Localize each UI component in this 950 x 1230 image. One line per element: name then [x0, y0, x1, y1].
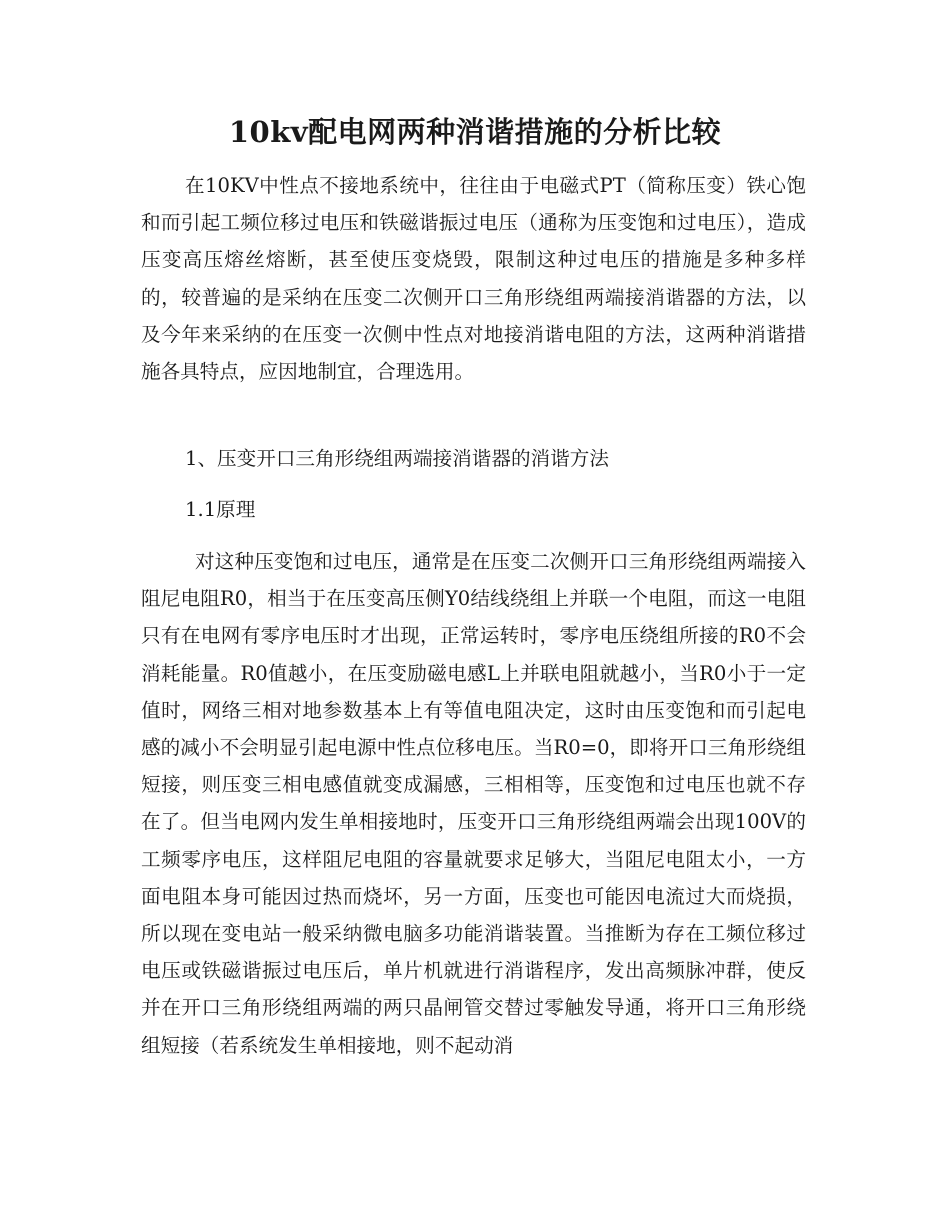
intro-paragraph: 在10KV中性点不接地系统中，往往由于电磁式PT（简称压变）铁心饱和而引起工频位移过电压和铁磁谐振过电压（通称为压变饱和过电压），造成压变高压熔丝熔断，甚至使压变烧毁，限制这种过电压的措施是多种多样的，较普遍的是采纳在压变二次侧开口三角形绕组两端接消谐器的方法，以及今年来采纳的在压变一次侧中性点对地接消谐电阻的方法，这两种消谐措施各具特点，应因地制宜，合理选用。	[141, 174, 806, 384]
document-title: 10kv配电网两种消谐措施的分析比较	[228, 115, 722, 149]
principle-paragraph: 对这种压变饱和过电压，通常是在压变二次侧开口三角形绕组两端接入阻尼电阻R0，相当于在压变高压侧Y0结线绕组上并联一个电阻，而这一电阻只有在电网有零序电压时才出现，正常运转时，零序电压绕组所接的R0不会消耗能量。R0值越小，在压变励磁电感L上并联电阻就越小，当R0小于一定值时，网络三相对地参数基本上有等值电阻决定，这时由压变饱和而引起电感的减小不会明显引起电源中性点位移电压。当R0=0，即将开口三角形绕组短接，则压变三相电感值就变成漏感，三相相等，压变饱和过电压也就不存在了。但当电网内发生单相接地时，压变开口三角形绕组两端会出现100V的工频零序电压，这样阻尼电阻的容量就要求足够大，当阻尼电阻太小，一方面电阻本身可能因过热而烧坏，另一方面，压变也可能因电流过大而烧损，所以现在变电站一般采纳微电脑多功能消谐装置。当推断为存在工频位移过电压或铁磁谐振过电压后，单片机就进行消谐程序，发出高频脉冲群，使反并在开口三角形绕组两端的两只晶闸管交替过零触发导通，将开口三角形绕组短接（若系统发生单相接地，则不起动消	[141, 550, 806, 1057]
section-1-heading: 1、压变开口三角形绕组两端接消谐器的消谐方法	[185, 447, 609, 470]
section-1-1-heading: 1.1原理	[185, 498, 256, 521]
